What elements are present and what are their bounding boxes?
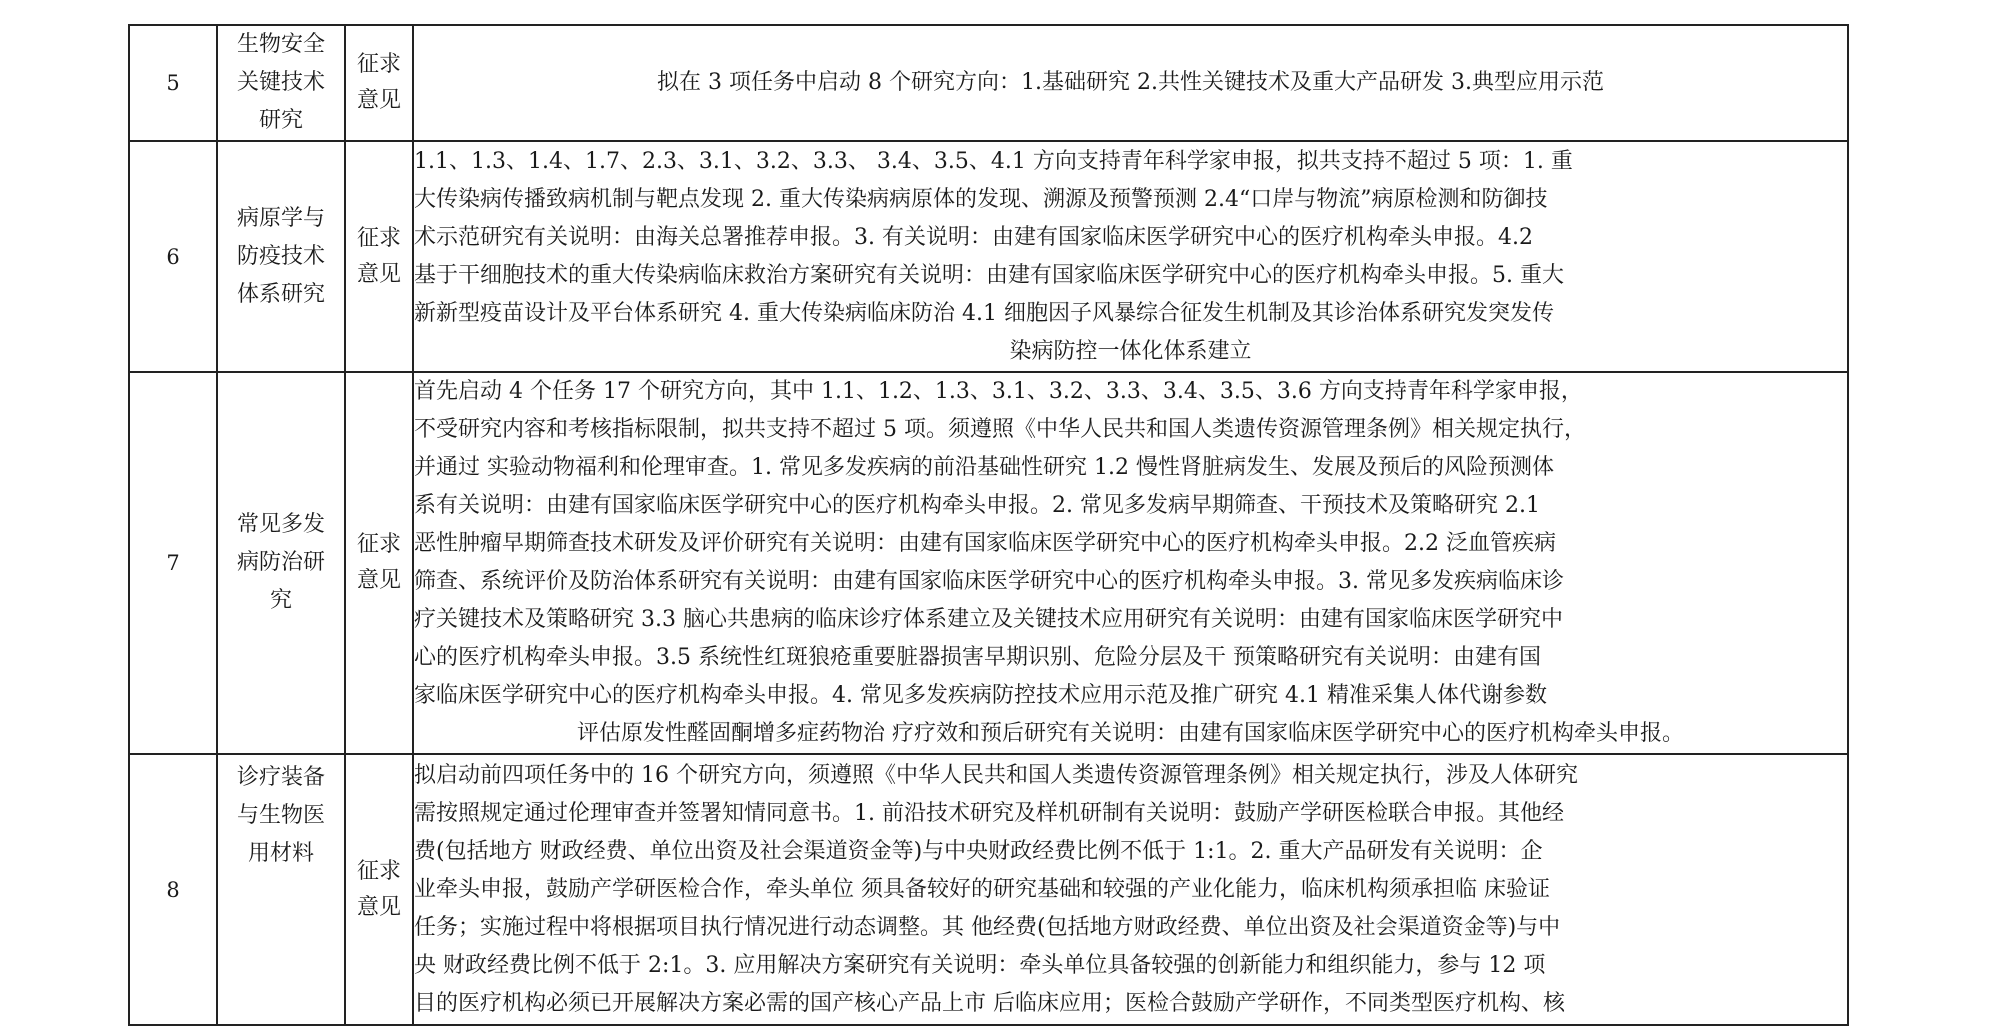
- content-line: 央 财政经费比例不低于 2:1。3. 应用解决方案研究有关说明：牵头单位具备较强的创新能力和组织能力，参与 12 项: [414, 952, 1546, 978]
- content-line: 首先启动 4 个任务 17 个研究方向，其中 1.1、1.2、1.3、3.1、3.2、3.3、3.4、3.5、3.6 方向支持青年科学家申报，: [414, 379, 1583, 404]
- stage-line: 征求: [356, 858, 401, 884]
- table-row: [129, 754, 1848, 1025]
- content-line: 染病防控一体化体系建立: [1009, 338, 1252, 364]
- content-line: 目的医疗机构必须已开展解决方案必需的国产核心产品上市 后临床应用；医检合鼓励产学研作，不同类型医疗机构、核: [414, 990, 1565, 1016]
- content-line: 业牵头申报，鼓励产学研医检合作，牵头单位 须具备较好的研究基础和较强的产业化能力，临床机构须承担临 床验证: [414, 876, 1550, 902]
- topic-line: 关键技术: [236, 70, 325, 95]
- topic-line: 研究: [258, 108, 303, 133]
- row-number: 5: [129, 25, 217, 141]
- content-line: 新新型疫苗设计及平台体系研究 4. 重大传染病临床防治 4.1 细胞因子风暴综合征发生机制及其诊治体系研究发突发传: [414, 300, 1554, 326]
- row-number: 7: [129, 372, 217, 754]
- content-cell: [413, 25, 1848, 141]
- stage-line: 征求: [356, 532, 401, 557]
- content-line: 并通过 实验动物福利和伦理审查。1. 常见多发疾病的前沿基础性研究 1.2 慢性肾脏病发生、发展及预后的风险预测体: [414, 455, 1554, 480]
- topic-line: 用材料: [247, 841, 314, 866]
- policy-table: [128, 24, 1849, 1026]
- content-cell: [413, 372, 1848, 754]
- content-line: 基于干细胞技术的重大传染病临床救治方案研究有关说明：由建有国家临床医学研究中心的医疗机构牵头申报。5. 重大: [414, 262, 1564, 288]
- stage-line: 意见: [356, 568, 401, 593]
- topic-line: 病原学与: [236, 205, 325, 231]
- topic-line: 诊疗装备: [236, 765, 325, 790]
- content-line: 大传染病传播致病机制与靶点发现 2. 重大传染病病原体的发现、溯源及预警预测 2.4“口岸与物流”病原检测和防御技: [414, 186, 1548, 212]
- content-line: 疗关键技术及策略研究 3.3 脑心共患病的临床诊疗体系建立及关键技术应用研究有关说明：由建有国家临床医学研究中: [414, 607, 1563, 632]
- topic-cell: [217, 372, 345, 754]
- table-row: [129, 372, 1848, 754]
- stage-cell: [345, 25, 413, 141]
- topic-cell: [217, 754, 345, 1025]
- table-row: [129, 25, 1848, 141]
- content-line: 心的医疗机构牵头申报。3.5 系统性红斑狼疮重要脏器损害早期识别、危险分层及干 预策略研究有关说明：由建有国: [414, 645, 1541, 670]
- topic-cell: [217, 141, 345, 372]
- content-line: 家临床医学研究中心的医疗机构牵头申报。4. 常见多发疾病防控技术应用示范及推广研究 4.1 精准采集人体代谢参数: [414, 683, 1547, 708]
- stage-cell: [345, 372, 413, 754]
- topic-line: 究: [269, 588, 292, 613]
- content-cell: [413, 754, 1848, 1025]
- row-number: 6: [129, 141, 217, 372]
- stage-line: 意见: [356, 88, 401, 113]
- stage-line: 意见: [356, 261, 401, 287]
- stage-cell: [345, 754, 413, 1025]
- stage-cell: [345, 141, 413, 372]
- stage-line: 征求: [356, 225, 401, 251]
- content-line: 1.1、1.3、1.4、1.7、2.3、3.1、3.2、3.3、 3.4、3.5、4.1 方向支持青年科学家申报，拟共支持不超过 5 项：1. 重: [414, 148, 1573, 174]
- table-row: [129, 141, 1848, 372]
- content-line: 任务；实施过程中将根据项目执行情况进行动态调整。其 他经费(包括地方财政经费、单位出资及社会渠道资金等)与中: [414, 914, 1561, 940]
- content-line: 需按照规定通过伦理审查并签署知情同意书。1. 前沿技术研究及样机研制有关说明：鼓励产学研医检联合申报。其他经: [414, 800, 1564, 826]
- content-line: 费(包括地方 财政经费、单位出资及社会渠道资金等)与中央财政经费比例不低于 1:1。2. 重大产品研发有关说明：企: [414, 838, 1543, 864]
- stage-line: 意见: [356, 894, 401, 920]
- row-number: 8: [129, 754, 217, 1025]
- content-line: 筛查、系统评价及防治体系研究有关说明：由建有国家临床医学研究中心的医疗机构牵头申报。3. 常见多发疾病临床诊: [414, 569, 1564, 594]
- content-line: 恶性肿瘤早期筛查技术研发及评价研究有关说明：由建有国家临床医学研究中心的医疗机构牵头申报。2.2 泛血管疾病: [414, 531, 1556, 556]
- topic-line: 与生物医: [236, 803, 325, 828]
- content-line: 拟在 3 项任务中启动 8 个研究方向：1.基础研究 2.共性关键技术及重大产品研发 3.典型应用示范: [657, 70, 1604, 95]
- content-line: 系有关说明：由建有国家临床医学研究中心的医疗机构牵头申报。2. 常见多发病早期筛查、干预技术及策略研究 2.1: [414, 493, 1540, 518]
- stage-line: 征求: [356, 52, 401, 77]
- topic-line: 体系研究: [236, 281, 325, 307]
- content-line: 评估原发性醛固酮增多症药物治 疗疗效和预后研究有关说明：由建有国家临床医学研究中心的医疗机构牵头申报。: [577, 721, 1684, 746]
- topic-cell: [217, 25, 345, 141]
- topic-line: 病防治研: [236, 550, 325, 575]
- content-line: 术示范研究有关说明：由海关总署推荐申报。3. 有关说明：由建有国家临床医学研究中心的医疗机构牵头申报。4.2: [414, 224, 1533, 250]
- content-line: 不受研究内容和考核指标限制，拟共支持不超过 5 项。须遵照《中华人民共和国人类遗传资源管理条例》相关规定执行，: [414, 417, 1586, 442]
- topic-line: 生物安全: [236, 32, 325, 57]
- topic-line: 防疫技术: [236, 243, 325, 269]
- topic-line: 常见多发: [236, 512, 325, 537]
- content-cell: [413, 141, 1848, 372]
- content-line: 拟启动前四项任务中的 16 个研究方向，须遵照《中华人民共和国人类遗传资源管理条例》相关规定执行，涉及人体研究: [414, 762, 1578, 788]
